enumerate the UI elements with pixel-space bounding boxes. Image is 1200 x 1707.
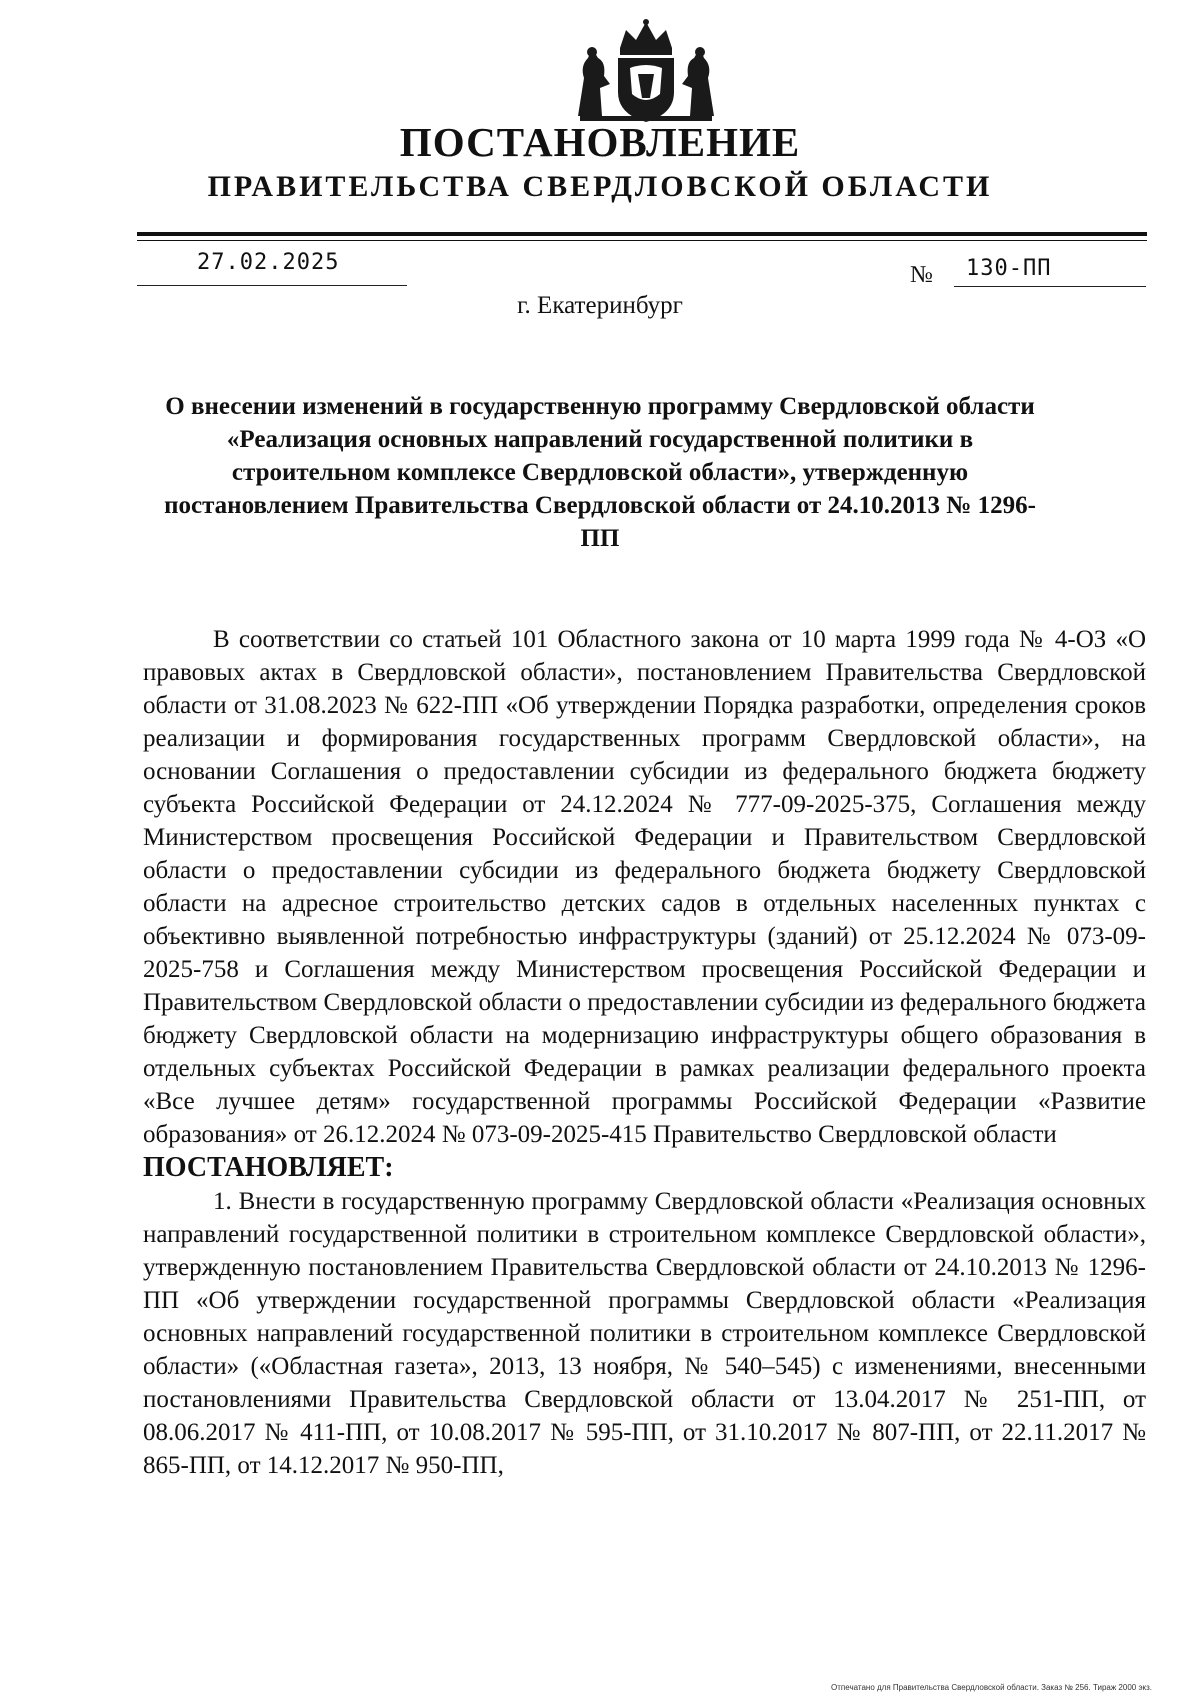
print-note: Отпечатано для Правительства Свердловской области. Заказ № 256. Тираж 2000 экз. [831, 1683, 1152, 1692]
date-underline [137, 285, 407, 286]
document-date: 27.02.2025 [197, 250, 340, 275]
document-body [143, 623, 1146, 1482]
header-divider-thin [137, 240, 1147, 241]
item-1-paragraph: 1. Внести в государственную программу Свердловской области «Реализация основных направлений государственной политики в строительном комплексе Свердловской области», утвержденную постановлением Правительства Свердловской области от 24.10.2013 № 1296-ПП «Об утверждении государственной программы Свердловской области «Реализация основных направлений государственной политики в строительном комплексе Свердловской области» («Областная газета», 2013, 13 ноября, № 540–545) с изменениями, внесенными постановлениями Правительства Свердловской области от 13.04.2017 № 251-ПП, от 08.06.2017 № 411-ПП, от 10.08.2017 № 595-ПП, от 31.10.2017 № 807-ПП, от 22.11.2017 № 865-ПП, от 14.12.2017 № 950-ПП, [143, 1188, 1146, 1479]
number-sign: № [910, 262, 933, 288]
document-type-title: ПОСТАНОВЛЕНИЕ [399, 119, 801, 165]
issuer-title: ПРАВИТЕЛЬСТВА СВЕРДЛОВСКОЙ ОБЛАСТИ [207, 170, 993, 203]
document-number: 130-ПП [966, 256, 1052, 281]
header-divider-thick [137, 232, 1147, 236]
number-underline [954, 286, 1146, 287]
city-name: г. Екатеринбург [517, 292, 683, 319]
resolves-heading: ПОСТАНОВЛЯЕТ: [143, 1152, 394, 1183]
coat-of-arms-icon [570, 18, 722, 123]
document-heading: О внесении изменений в государственную программу Свердловской области «Реализация основных направлений государственной политики в строительном комплексе Свердловской области», утвержденную постановлением Правительства Свердловской области от 24.10.2013 № 1296-ПП [164, 393, 1036, 552]
preamble-paragraph: В соответствии со статьей 101 Областного закона от 10 марта 1999 года № 4-ОЗ «О правовых актах в Свердловской области», постановлением Правительства Свердловской области от 31.08.2023 № 622-ПП «Об утверждении Порядка разработки, определения сроков реализации и формирования государственных программ Свердловской области», на основании Соглашения о предоставлении субсидии из федерального бюджета бюджету субъекта Российской Федерации от 24.12.2024 № 777-09-2025-375, Соглашения между Министерством просвещения Российской Федерации и Правительством Свердловской области о предоставлении субсидии из федерального бюджета бюджету Свердловской области на адресное строительство детских садов в отдельных населенных пунктах с объективно выявленной потребностью инфраструктуры (зданий) от 25.12.2024 № 073-09-2025-758 и Соглашения между Министерством просвещения Российской Федерации и Правительством Свердловской области о предоставлении субсидии из федерального бюджета бюджету Свердловской области на модернизацию инфраструктуры общего образования в отдельных субъектах Российской Федерации в рамках реализации федерального проекта «Все лучшее детям» государственной программы Российской Федерации «Развитие образования» от 26.12.2024 № 073-09-2025-415 Правительство Свердловской области [143, 626, 1146, 1148]
